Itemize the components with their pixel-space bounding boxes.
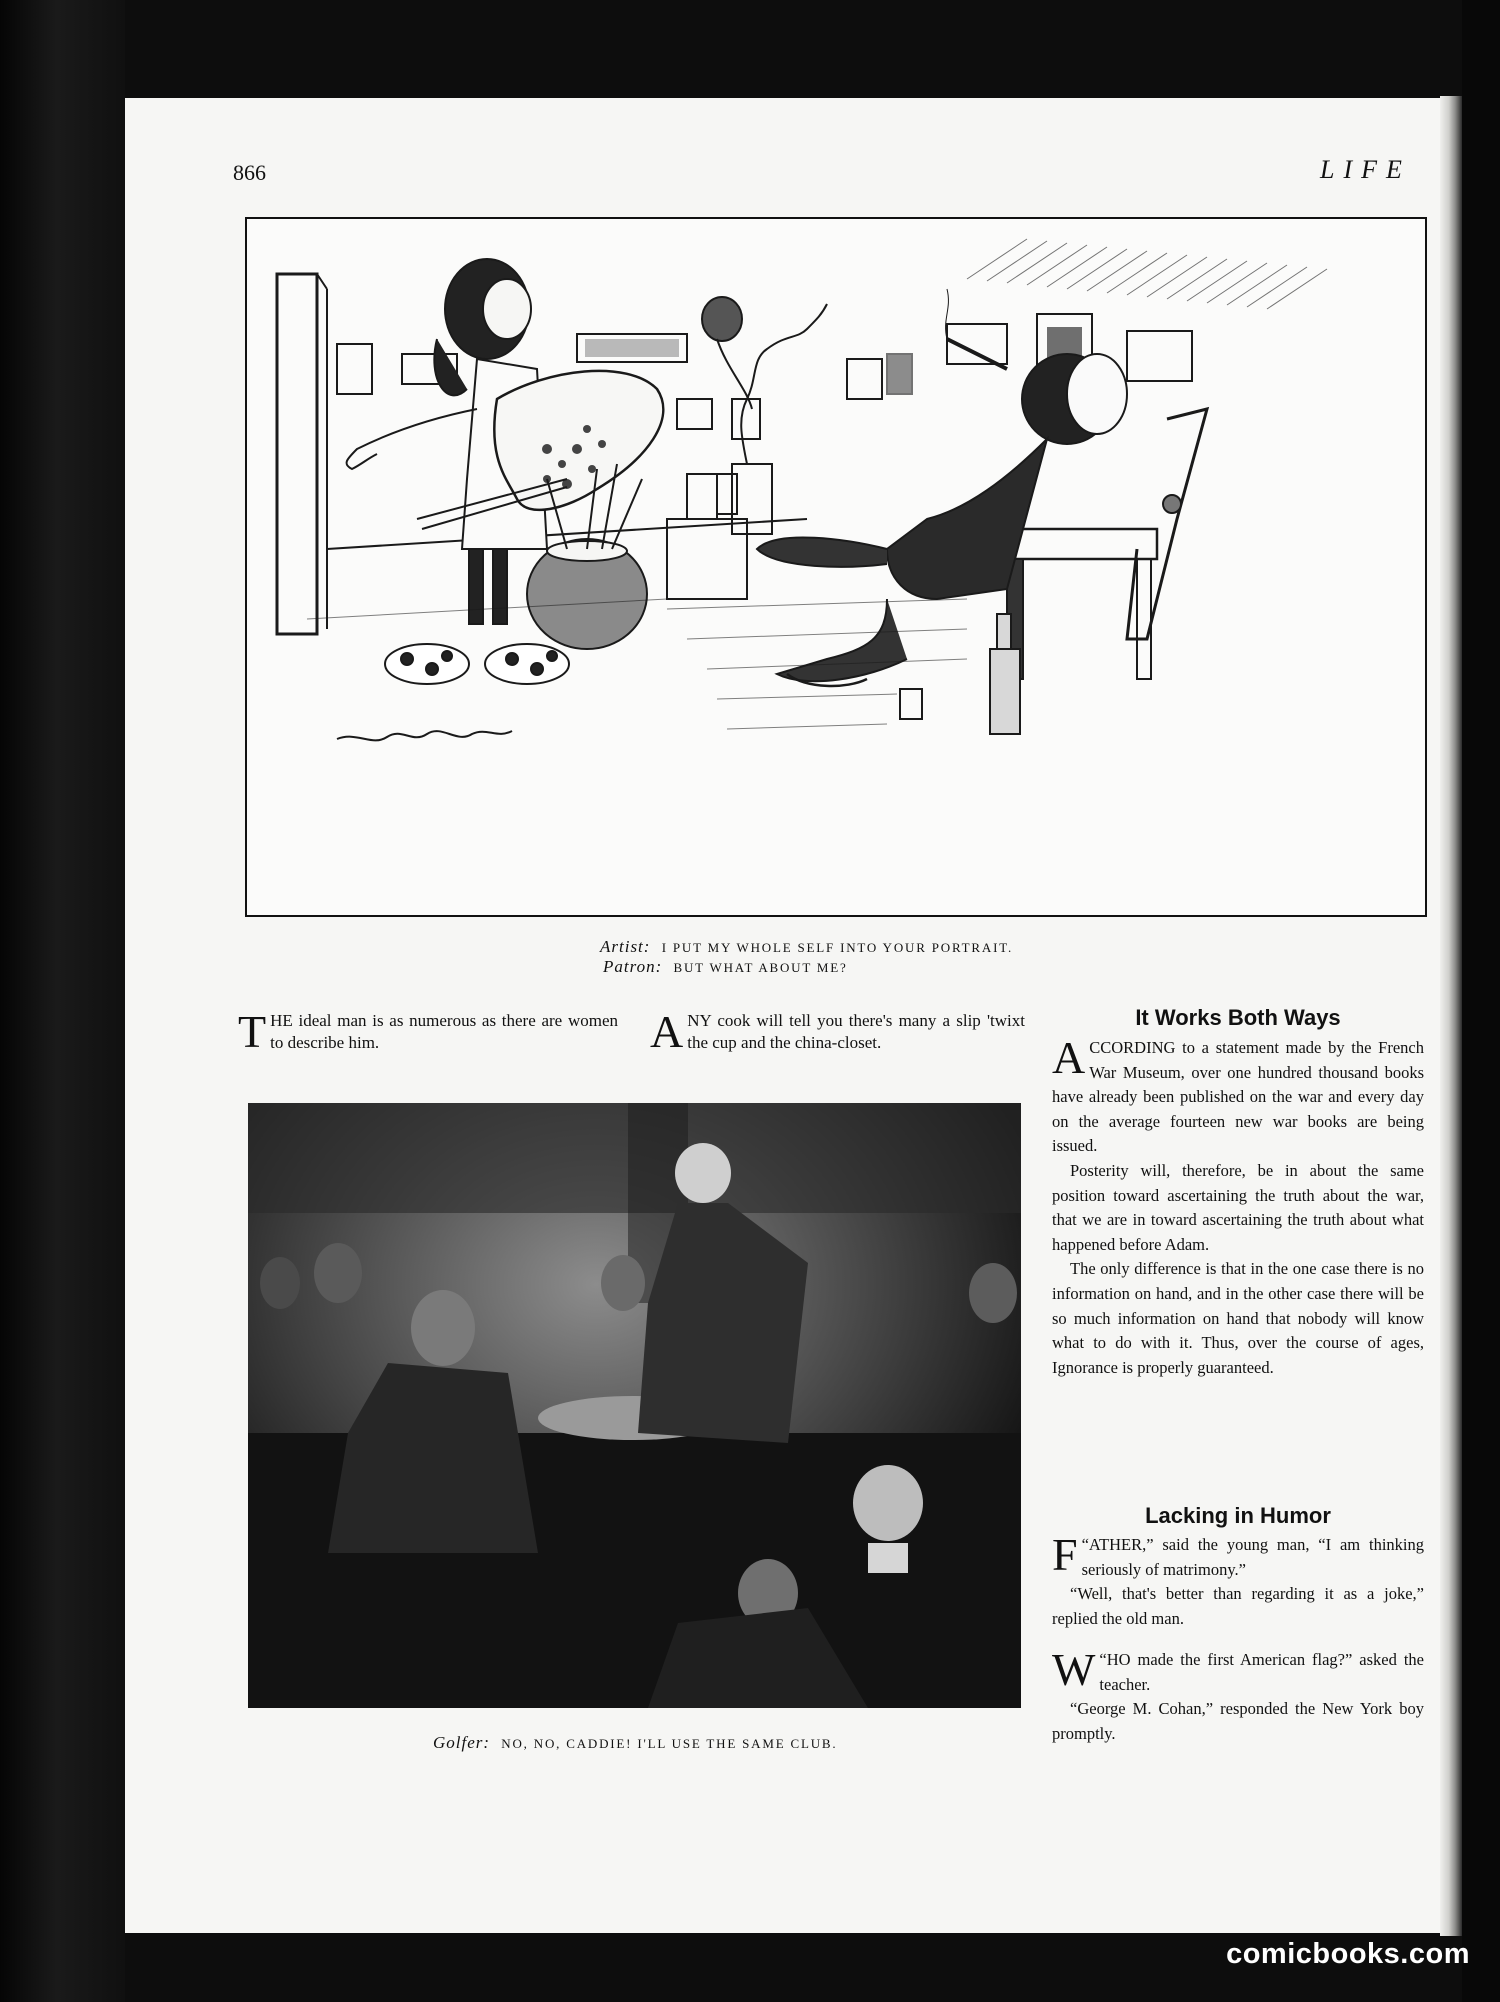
paragraph: The only difference is that in the one case there is no information on hand, and in the other case there will be so much information on hand that nobody will know what to do with it. Thus, over the course of ages, Ignorance is properly guaranteed.: [1052, 1259, 1424, 1377]
open-quote: “: [1081, 1535, 1089, 1554]
golfer-caption: [433, 1733, 837, 1753]
paragraph: HO made the first American flag?” asked the teacher.: [1099, 1650, 1424, 1694]
open-quote: “: [1099, 1650, 1107, 1669]
caption-line-patron: [603, 957, 848, 978]
caption-speaker: Patron:: [603, 957, 663, 976]
caption-line: BUT WHAT ABOUT ME?: [673, 960, 848, 975]
paragraph: Posterity will, therefore, be in about the same position toward ascertaining the truth about the war, that we are in toward ascertaining the truth about what happened before Adam.: [1052, 1160, 1424, 1254]
caption-line-artist: [600, 937, 1013, 958]
short-item-cook: [650, 1006, 1025, 1057]
paragraph: CCORDING to a statement made by the French War Museum, over one hundred thousand books have already been published on the war and every day on the average fourteen new war books are being issued.: [1052, 1038, 1424, 1156]
short-item-ideal-man: [238, 1006, 618, 1057]
paragraph: HE ideal man is as numerous as there are women to describe him.: [270, 1011, 618, 1052]
drop-cap: F: [1052, 1529, 1078, 1580]
paragraph: NY cook will tell you there's many a slip 'twixt the cup and the china-closet.: [687, 1011, 1025, 1052]
site-watermark: comicbooks.com: [1226, 1938, 1470, 1970]
scan-border-right: [1462, 0, 1500, 2002]
running-head: LIFE: [1320, 155, 1411, 184]
scan-border-left: [0, 0, 125, 2002]
article-title: It Works Both Ways: [1135, 1005, 1341, 1030]
article-it-works-both-ways: [1052, 1032, 1424, 1380]
drop-cap: A: [1052, 1032, 1086, 1083]
paragraph: “Well, that's better than regarding it as a joke,” replied the old man.: [1052, 1584, 1424, 1628]
article-american-flag: [1052, 1644, 1424, 1746]
caption-speaker: Artist:: [600, 937, 651, 956]
drop-cap: T: [238, 1006, 267, 1057]
paragraph: “George M. Cohan,” responded the New York boy promptly.: [1052, 1699, 1424, 1743]
article-title: Lacking in Humor: [1145, 1503, 1331, 1528]
drop-cap: W: [1052, 1644, 1096, 1695]
paragraph: ATHER,” said the young man, “I am thinking seriously of matrimony.”: [1081, 1535, 1424, 1579]
drop-cap: A: [650, 1006, 684, 1057]
caption-line: I PUT MY WHOLE SELF INTO YOUR PORTRAIT.: [661, 940, 1014, 955]
artist-cartoon-illustration: [245, 217, 1427, 917]
page-curl-edge: [1440, 96, 1462, 1936]
article-lacking-in-humor: [1052, 1529, 1424, 1631]
caption-line: NO, NO, CADDIE! I'LL USE THE SAME CLUB.: [501, 1736, 838, 1751]
caption-speaker: Golfer:: [433, 1733, 491, 1752]
golfer-club-illustration: [248, 1103, 1021, 1708]
page-number: 866: [233, 160, 266, 185]
